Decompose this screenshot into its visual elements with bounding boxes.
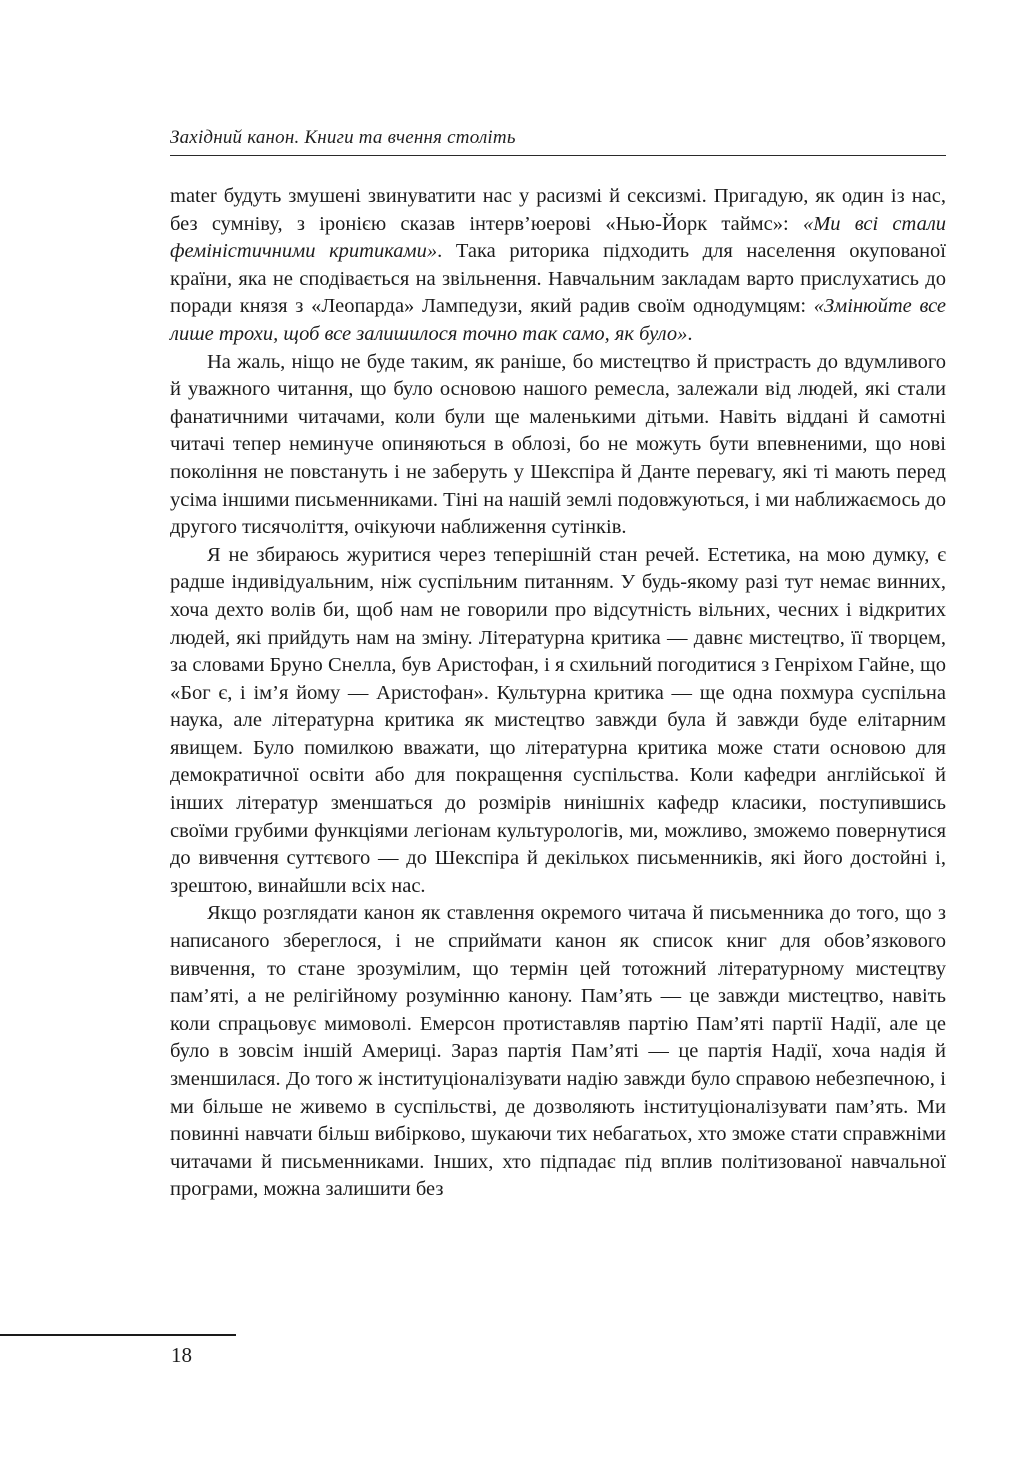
paragraph [170,900,946,1204]
page-body [170,183,946,1204]
text-run-italic: «Ми всі стали феміністичними критиками» [170,212,947,263]
paragraph [170,183,946,349]
text-run: Якщо розглядати канон як ставлення окремого читача й письменника до того, що з написаного збереглося, і не сприймати канон як список книг для обов’язкового вивчення, то стане зрозумілим, що термін цей тотожний літературному мистецтву пам’яті, а не релігійному розумінню канону. Пам’ять — це завжди мистецтво, навіть коли спрацьовує мимоволі. Емерсон протиставляв партію Пам’яті партії Надії, але це було в зовсім іншій Америці. Зараз партія Пам’яті — це партія Надії, хоча надія й зменшилася. До того ж інституціоналізувати надію завжди було справою небезпечною, і ми більше не живемо в суспільстві, де дозволяють інституціоналізувати пам’ять. Ми повинні навчати більш вибірково, шукаючи тих небагатьох, хто зможе стати справжніми читачами й письменниками. Інших, хто підпадає під вплив політизованої навчальної програми, можна залишити без [170,902,946,1201]
header-rule [170,155,946,156]
text-run: . Така риторика підходить для населення окупованої країни, яка не сподівається на звільнення. Навчальним закладам варто прислухатись до поради князя з «Леопарда» Лампедузи, який радив своїм однодумцям: [170,240,947,318]
paragraph [170,349,946,542]
text-run: Я не збираюсь журитися через теперішній стан речей. Естетика, на мою думку, є радше індивідуальним, ніж суспільним питанням. У будь-якому разі тут немає винних, хоча дехто волів би, щоб нам не говорили про відсутність вільних, чесних і відкритих людей, які прийдуть нам на зміну. Літературна критика — давнє мистецтво, її творцем, за словами Бруно Снелла, був Аристофан, і я схильний погодитися з Генріхом Гайне, що «Бог є, і ім’я йому — Аристофан». Культурна критика — ще одна похмура суспільна наука, але літературна критика як мистецтво завжди була й завжди буде елітарним явищем. Було помилкою вважати, що літературна критика може стати основою для демократичної освіти або для покращення суспільства. Коли кафедри англійської й інших літератур зменшаться до розмірів нинішніх кафедр класики, поступившись своїми грубими функціями легіонам культурологів, ми, можливо, зможемо повернутися до вивчення суттєвого — до Шекспіра й декількох письменників, які його достойні і, зрештою, винайшли всіх нас. [170,543,946,897]
text-run: . [687,322,693,345]
running-header [170,127,946,156]
page-number: 18 [171,1343,192,1367]
footer-rule [0,1334,236,1336]
text-run-italic: «Змінюйте все лише трохи, щоб все залишилося точно так само, як було» [170,295,946,345]
paragraph [170,542,946,901]
text-run: mater будуть змушені звинуватити нас у расизмі й сексизмі. Пригадую, як один із нас, без сумніву, з іронією сказав інтерв’юерові «Нью-Йорк таймс»: [170,185,946,235]
text-run: На жаль, ніщо не буде таким, як раніше, бо мистецтво й пристрасть до вдумливого й уважного читання, що було основою нашого ремесла, залежали від людей, які стали фанатичними читачами, коли були ще маленькими дітьми. Навіть віддані й самотні читачі тепер неминуче опиняються в облозі, бо не можуть бути впевненими, що нові покоління не повстануть і не заберуть у Шекспіра й Данте перевагу, які ті мають перед усіма іншими письменниками. Тіні на нашій землі подовжуються, і ми наближаємось до другого тисячоліття, очікуючи наближення сутінків. [170,350,946,539]
running-header-title: Західний канон. Книги та вчення століть [170,127,516,148]
